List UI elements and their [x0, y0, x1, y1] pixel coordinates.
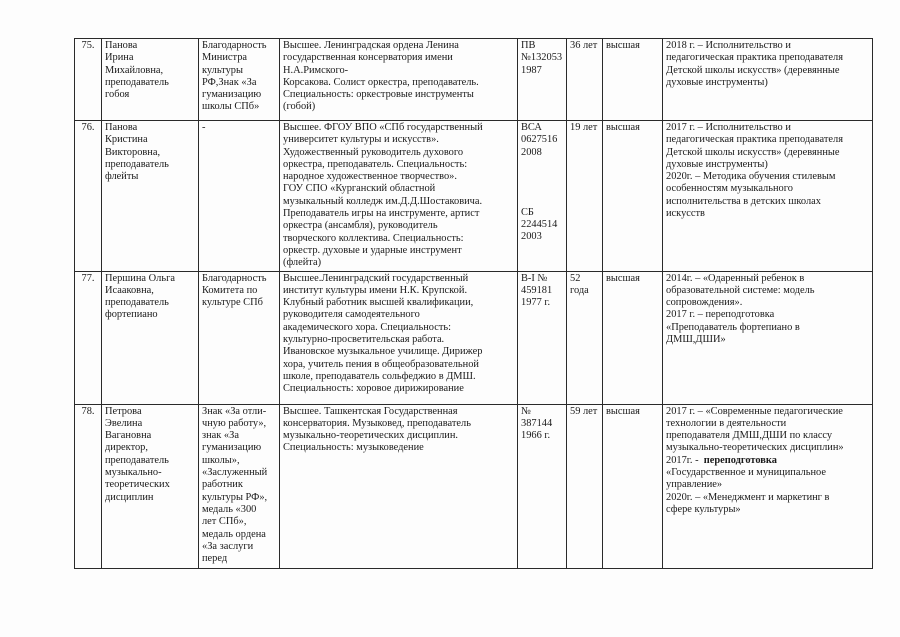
name-line: Викторовна,: [105, 146, 161, 158]
name-line: Першина Ольга: [105, 272, 175, 284]
training-cell: [663, 271, 873, 404]
name-line: Ирина: [105, 52, 134, 64]
education-line: Специальность: оркестровые инструменты: [283, 89, 474, 101]
training-line: духовые инструменты): [666, 76, 768, 88]
diploma-line: 2244514: [521, 219, 558, 231]
experience-cell: [567, 39, 603, 121]
training-line: Детской школы искусств» (деревянные: [666, 64, 840, 76]
name-line: Кристина: [105, 134, 148, 146]
education-line: Ивановское музыкальное училище. Дирижер: [283, 346, 483, 358]
training-line: исполнительства в детских школах: [666, 195, 821, 207]
awards-cell: [199, 121, 280, 272]
name-line: гобоя: [105, 89, 130, 101]
education-line: народное художественное творчество».: [283, 171, 457, 183]
training-cell: [663, 121, 873, 272]
diploma-line: ПВ: [521, 40, 536, 51]
experience-cell: [567, 404, 603, 568]
category-cell: [603, 271, 663, 404]
education-line: консерватория. Музыковед, преподаватель: [283, 417, 471, 429]
awards-line: школы СПб»: [202, 101, 260, 113]
awards-line: Комитета по: [202, 284, 258, 296]
category-text: высшая: [606, 272, 640, 284]
training-line: духовые инструменты): [666, 158, 768, 170]
education-line: оркестра, преподаватель. Специальность:: [283, 158, 468, 170]
row-number-cell: [75, 404, 102, 568]
education-line: Преподаватель игры на инструменте, артист: [283, 208, 480, 220]
education-cell: [280, 39, 518, 121]
name-cell: [102, 404, 199, 568]
experience-cell: [567, 271, 603, 404]
name-line: музыкально-: [105, 467, 162, 479]
diploma-line: №: [521, 405, 531, 417]
name-line: директор,: [105, 442, 148, 454]
awards-cell: [199, 39, 280, 121]
training-line: 2020г. – Методика обучения стилевым: [666, 171, 836, 183]
name-line: преподаватель: [105, 454, 169, 466]
name-line: Исааковна,: [105, 284, 154, 296]
education-line: оркестр. духовые и ударные инструмент: [283, 244, 462, 256]
name-line: фортепиано: [105, 309, 158, 321]
education-line: Корсакова. Солист оркестра, преподаватель.: [283, 76, 479, 88]
name-line: Панова: [105, 40, 138, 51]
name-line: дисциплин: [105, 491, 154, 503]
awards-line: РФ,Знак «За: [202, 76, 257, 88]
training-line: 2020г. – «Менеджмент и маркетинг в: [666, 491, 830, 503]
diploma-cell: [518, 121, 567, 272]
awards-line: культуры: [202, 64, 243, 76]
education-line: Высшее. ФГОУ ВПО «СПб государственный: [283, 122, 483, 133]
awards-cell: [199, 271, 280, 404]
education-line: институт культуры имени Н.К. Крупской.: [283, 284, 468, 296]
experience-line: года: [570, 284, 589, 296]
training-line: 2018 г. – Исполнительство и: [666, 40, 791, 51]
education-line: (гобой): [283, 101, 316, 113]
awards-line: Министра: [202, 52, 248, 64]
experience-line: 19 лет: [570, 122, 598, 133]
experience-line: 36 лет: [570, 40, 598, 51]
training-line: технологии в деятельности: [666, 417, 787, 429]
training-year-label: 2017г. -: [666, 454, 699, 466]
staff-table: [74, 38, 873, 569]
category-text: высшая: [606, 122, 640, 133]
experience-line: 52: [570, 272, 581, 284]
awards-line: Знак «За отли-: [202, 405, 267, 417]
name-line: Михайловна,: [105, 64, 164, 76]
row-number: 76.: [81, 122, 95, 133]
name-cell: [102, 271, 199, 404]
education-line: оркестра (ансамбля), руководитель: [283, 220, 438, 232]
education-line: Специальность: хоровое дирижирование: [283, 383, 464, 395]
education-line: (флейта): [283, 257, 322, 269]
diploma-line: 2008: [521, 146, 542, 158]
table-row: [75, 404, 873, 568]
education-line: Высшее. Ташкентская Государственная: [283, 405, 458, 417]
table-row: [75, 121, 873, 272]
training-line: ДМШ,ДШИ»: [666, 334, 726, 346]
training-line: 2017 г. – Исполнительство и: [666, 122, 791, 133]
category-cell: [603, 39, 663, 121]
name-line: преподаватель: [105, 158, 169, 170]
education-line: руководителя самодеятельного: [283, 309, 420, 321]
training-line: 2014г. – «Одаренный ребенок в: [666, 272, 805, 284]
diploma-line: 2003: [521, 231, 542, 243]
row-number: 78.: [81, 405, 95, 417]
experience-line: 59 лет: [570, 405, 598, 417]
retraining-label: переподготовка: [703, 454, 777, 466]
education-cell: [280, 271, 518, 404]
education-line: культурно-просветительская работа.: [283, 334, 445, 346]
education-cell: [280, 121, 518, 272]
diploma-spacer: [521, 159, 563, 207]
name-line: Вагановна: [105, 430, 152, 442]
diploma-line: 1987: [521, 64, 542, 76]
awards-line: гуманизацию: [202, 89, 262, 101]
name-line: Петрова: [105, 405, 142, 417]
diploma-cell: [518, 271, 567, 404]
table-row: [75, 39, 873, 121]
education-line: музыкально-теоретических дисциплин.: [283, 430, 459, 442]
diploma-line: 0627516: [521, 134, 558, 146]
training-line: 2017 г. – «Современные педагогические: [666, 405, 843, 417]
awards-line: культуры РФ»,: [202, 491, 268, 503]
experience-cell: [567, 121, 603, 272]
name-line: преподаватель: [105, 76, 169, 88]
training-line: особенностям музыкального: [666, 183, 793, 195]
awards-line: Благодарность: [202, 272, 267, 284]
training-line: образовательной системе: модель: [666, 284, 815, 296]
diploma-line: ВСА: [521, 122, 542, 133]
name-line: преподаватель: [105, 297, 169, 309]
diploma-cell: [518, 39, 567, 121]
diploma-line: 1977 г.: [521, 297, 551, 309]
awards-line: медаль «300: [202, 503, 257, 515]
training-cell: [663, 404, 873, 568]
education-line: Высшее.Ленинградский государственный: [283, 272, 469, 284]
diploma-line: №132053: [521, 52, 563, 64]
name-line: теоретических: [105, 479, 170, 491]
diploma-line: 1966 г.: [521, 430, 551, 442]
education-line: музыкальный колледж им.Д.Д.Шостаковича.: [283, 195, 483, 207]
awards-line: Благодарность: [202, 40, 267, 51]
training-line: сопровождения».: [666, 297, 743, 309]
category-cell: [603, 404, 663, 568]
training-line: музыкально-теоретических дисциплин»: [666, 442, 844, 454]
education-line: Художественный руководитель духового: [283, 146, 464, 158]
education-line: государственная консерватория имени: [283, 52, 453, 64]
category-cell: [603, 121, 663, 272]
name-line: Панова: [105, 122, 138, 133]
name-cell: [102, 39, 199, 121]
education-line: университет культуры и искусств».: [283, 134, 439, 146]
training-line: [666, 455, 869, 467]
row-number: 77.: [81, 272, 95, 284]
diploma-line: СБ: [521, 206, 534, 218]
name-line: флейты: [105, 171, 139, 183]
diploma-line: 459181: [521, 284, 553, 296]
training-line: «Преподаватель фортепиано в: [666, 321, 800, 333]
awards-cell: [199, 404, 280, 568]
diploma-cell: [518, 404, 567, 568]
training-line: педагогическая практика преподавателя: [666, 52, 843, 64]
awards-line: перед: [202, 553, 228, 565]
row-number-cell: [75, 271, 102, 404]
diploma-line: В-I №: [521, 272, 548, 284]
awards-line: культуре СПб: [202, 297, 263, 309]
training-line: сфере культуры»: [666, 503, 741, 515]
education-line: школе, преподаватель сольфеджио в ДМШ.: [283, 370, 476, 382]
awards-line: медаль ордена: [202, 528, 266, 540]
training-line: управление»: [666, 479, 723, 491]
training-line: 2017 г. – переподготовка: [666, 309, 775, 321]
training-cell: [663, 39, 873, 121]
row-number-cell: [75, 39, 102, 121]
category-text: высшая: [606, 40, 640, 51]
awards-line: гуманизацию: [202, 442, 262, 454]
education-line: Н.А.Римского-: [283, 64, 349, 76]
row-number-cell: [75, 121, 102, 272]
education-line: Специальность: музыковедение: [283, 442, 424, 454]
education-line: академического хора. Специальность:: [283, 321, 452, 333]
awards-line: «Заслуженный: [202, 467, 268, 479]
training-line: педагогическая практика преподавателя: [666, 134, 843, 146]
education-cell: [280, 404, 518, 568]
training-line: «Государственное и муниципальное: [666, 467, 826, 479]
education-line: творческого коллектива. Специальность:: [283, 232, 464, 244]
awards-line: чную работу»,: [202, 417, 267, 429]
training-line: Детской школы искусств» (деревянные: [666, 146, 840, 158]
category-text: высшая: [606, 405, 640, 417]
awards-line: лет СПб»,: [202, 516, 247, 528]
training-line: искусств: [666, 208, 705, 220]
education-line: Клубный работник высшей квалификации,: [283, 297, 474, 309]
awards-line: школы»,: [202, 454, 240, 466]
awards-line: -: [202, 122, 206, 133]
awards-line: знак «За: [202, 430, 239, 442]
diploma-line: 387144: [521, 417, 553, 429]
name-cell: [102, 121, 199, 272]
name-line: Эвелина: [105, 417, 143, 429]
education-line: хора, учитель пения в общеобразовательной: [283, 358, 479, 370]
awards-line: работник: [202, 479, 243, 491]
row-number: 75.: [81, 40, 95, 51]
education-line: ГОУ СПО «Курганский областной: [283, 183, 436, 195]
education-line: Высшее. Ленинградская ордена Ленина: [283, 40, 459, 51]
table-row: [75, 271, 873, 404]
awards-line: «За заслуги: [202, 540, 254, 552]
training-line: преподавателя ДМШ,ДШИ по классу: [666, 430, 833, 442]
